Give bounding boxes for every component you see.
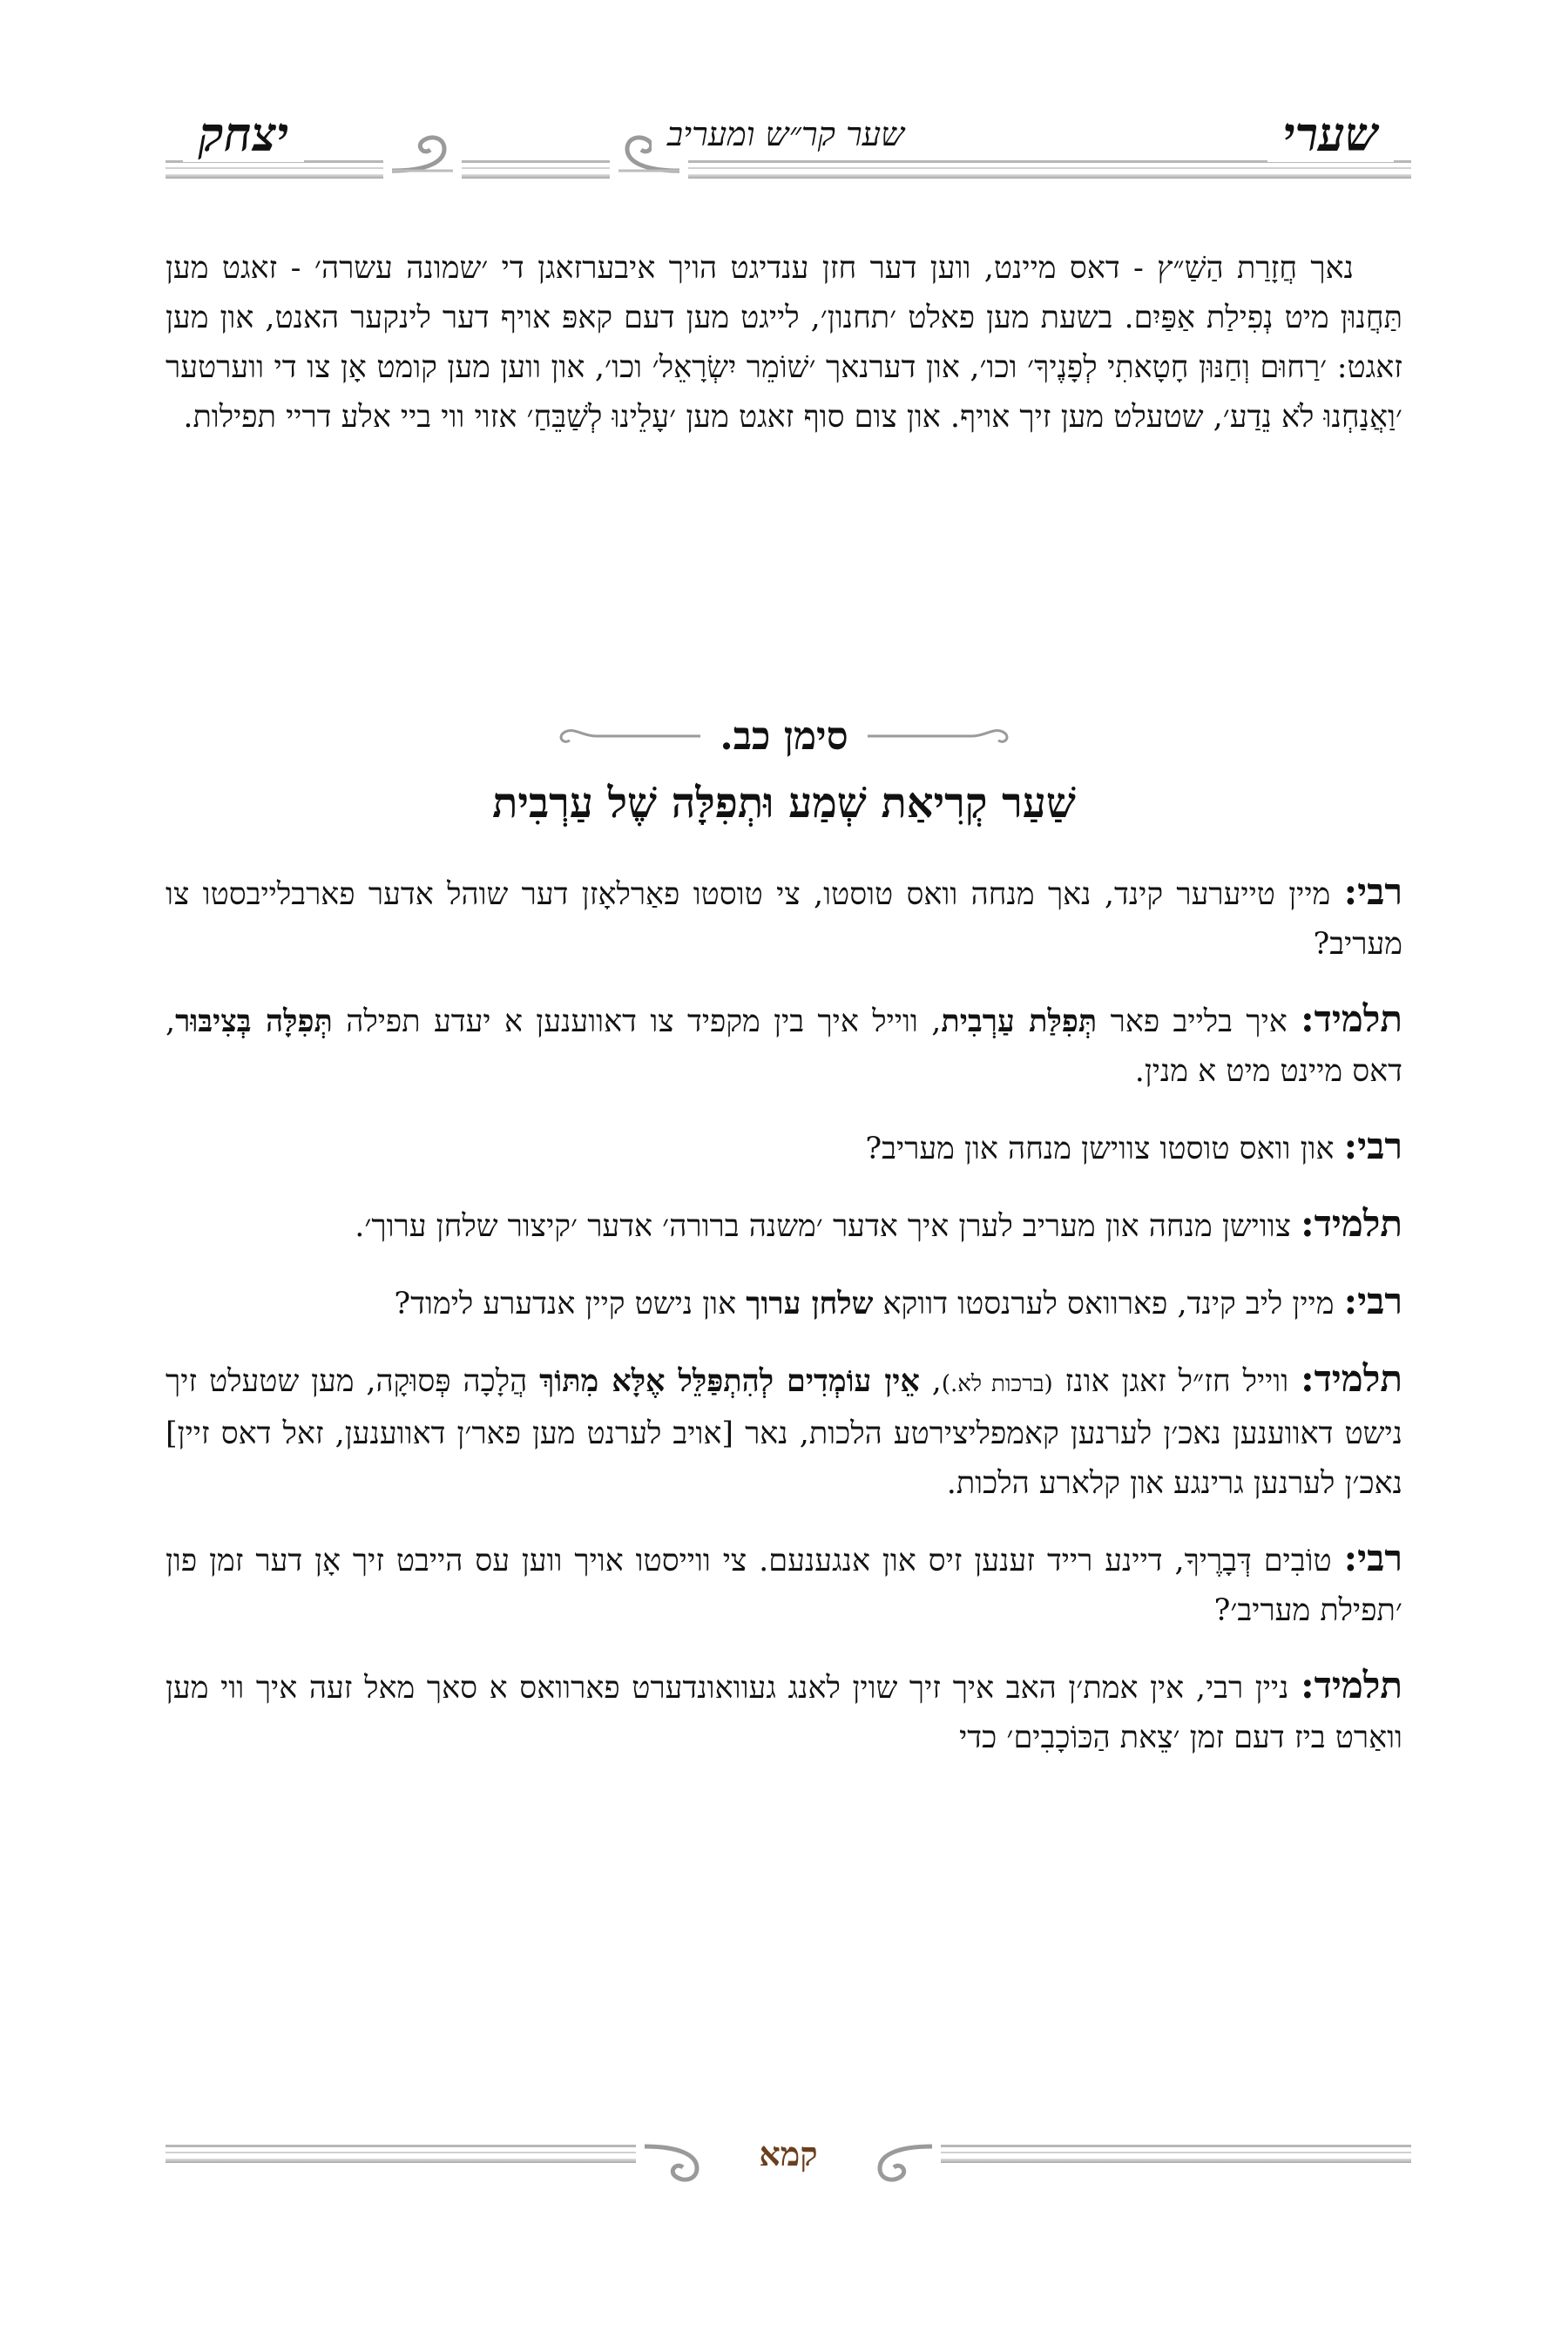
bold-term: תְּפִלַּת עַרְבִית <box>941 1004 1098 1039</box>
header-rule <box>166 167 1411 169</box>
dialogue-text: מיין ליב קינד, פארוואס לערנסטו דווקא <box>882 1287 1335 1321</box>
dialogue-text: , ווייל איך בין מקפיד צו דאווענען א יעדע תפילה <box>346 1004 942 1039</box>
bold-term: שלחן ערוך <box>746 1286 874 1321</box>
page-number: קמא <box>701 2134 875 2174</box>
running-header <box>166 105 1411 200</box>
siman-number: סימן כב. <box>720 713 848 759</box>
dialogue-paragraph <box>166 1533 1402 1636</box>
speaker-label: רבי: <box>1343 870 1402 913</box>
source-citation: (ברכות לא.) <box>941 1371 1053 1397</box>
header-rule <box>166 174 1411 179</box>
dialogue-text: ווייל חז״ל זאגן אונז <box>1064 1364 1289 1399</box>
dialogue-section <box>166 867 1402 1788</box>
bold-term: תְּפִלָּה בְּצִיבּוּר <box>175 1004 333 1039</box>
intro-text: נאך חֲזָרַת הַשַׁ״ץ - דאס מיינט, ווען דער חזן ענדיגט הויך איבערזאגן די ׳שמונה עשרה׳ - זאגט מען תַּחֲנוּן מיט נְפִילַת אַפַּיִם. בשעת מען פאלט ׳תחנון׳, לייגט מען דעם קאפּ אויף דער לינקער האנט, און מען זאגט: ׳רַחוּם וְחַנּוּן חָטָאתִי לְפָנֶיךָ׳ וכו׳, און דערנאך ׳שׁוֹמֵר יִשְׂרָאֵל׳ וכו׳, און ווען מען קומט אָן צו די ווערטער ׳וַאֲנַחְנוּ לֹא נֵדַע׳, שטעלט מען זיך אויף. און צום סוף זאגט מען ׳עָלֵינוּ לְשַׁבֵּחַ׳ אזוי ווי ביי אלע דריי תפילות. <box>166 251 1402 435</box>
dialogue-text: הֲלָכָה פְּסוּקָה, מען שטעלט זיך נישט דאווענען נאכ׳ן לערנען קאמפליצירטע הלכות, נאר [אויב לערנט מען פאר׳ן דאווענען, זאל דאס זיין] נאכ׳ן לערנען גרינגע און קלארע הלכות. <box>166 1364 1403 1501</box>
dialogue-paragraph <box>166 867 1402 970</box>
speaker-label: תלמיד: <box>1301 1202 1402 1245</box>
section-title: שַׁעַר קְרִיאַת שְׁמַע וּתְפִלָּה שֶׁל עַרְבִית <box>492 779 1076 828</box>
dialogue-text: איך בלייב פאר <box>1110 1004 1288 1039</box>
dialogue-text: ניין רבי, אין אמת׳ן האב איך זיך שוין לאנג געוואונדערט פארוואס א סאך מאל זעה איך ווי מען וואַרט ביז דעם זמן ׳צֵאת הַכּוֹכָבִים׳ כדי <box>166 1671 1402 1755</box>
speaker-label: תלמיד: <box>1301 997 1402 1040</box>
dialogue-text: מיין טייערער קינד, נאך מנחה וואס טוסטו, צי טוסטו פאַרלאָזן דער שוהל אדער פארבלייבסטו צו מעריב? <box>166 877 1402 962</box>
speaker-label: תלמיד: <box>1301 1357 1402 1400</box>
left-flourish-icon <box>868 723 1016 749</box>
intro-paragraph <box>166 244 1402 443</box>
speaker-label: רבי: <box>1343 1280 1402 1322</box>
dialogue-paragraph: תלמיד: ווייל חז״ל זאגן אונז (ברכות לא.), אֵין עוֹמְדִים לְהִתְפַּלֵּל אֶלָּא מִתּוֹךְ הֲלָכָה פְּסוּקָה, מען שטעלט זיך נישט דאווענען נאכ׳ן לערנען קאמפליצירטע הלכות, נאר [אויב לערנט מען פאר׳ן דאווענען, זאל דאס זיין] נאכ׳ן לערנען גרינגע און קלארע הלכות. <box>166 1357 1403 1501</box>
header-titles <box>183 106 1394 162</box>
bold-quote: אֵין עוֹמְדִים לְהִתְפַּלֵּל אֶלָּא מִתּוֹךְ <box>539 1363 920 1399</box>
dialogue-text: טוֹבִים דְּבָרֶיךָ, דיינע רייד זענען זיס און אנגענעם. צי ווייסטו אויך ווען עס הייבט זיך אָן דער זמן פון ׳תפילת מעריב׳? <box>166 1544 1402 1628</box>
header-title-right: שערי <box>1267 106 1394 162</box>
dialogue-paragraph <box>166 1121 1402 1174</box>
siman-heading <box>166 706 1402 828</box>
dialogue-paragraph <box>166 1660 1402 1763</box>
right-flourish-icon <box>552 723 700 749</box>
dialogue-text: און נישט קיין אנדערע לימוד? <box>394 1287 737 1321</box>
dialogue-text: , דאס מיינט מיט א מנין. <box>166 1004 1402 1089</box>
dialogue-text: און וואס טוסטו צווישן מנחה און מעריב? <box>865 1132 1335 1166</box>
page-footer <box>166 2126 1411 2247</box>
dialogue-paragraph <box>166 1199 1402 1252</box>
speaker-label: רבי: <box>1343 1537 1402 1579</box>
speaker-label: תלמיד: <box>1301 1664 1402 1707</box>
dialogue-text: צווישן מנחה און מעריב לערן איך אדער ׳משנה ברורה׳ אדער ׳קיצור שלחן ערוך׳. <box>355 1209 1291 1244</box>
dialogue-paragraph <box>166 994 1402 1097</box>
dialogue-paragraph <box>166 1276 1402 1329</box>
header-title-left: יצחק <box>183 106 304 162</box>
speaker-label: רבי: <box>1343 1125 1402 1167</box>
header-title-center: שער קר״ש ומעריב <box>652 115 920 154</box>
